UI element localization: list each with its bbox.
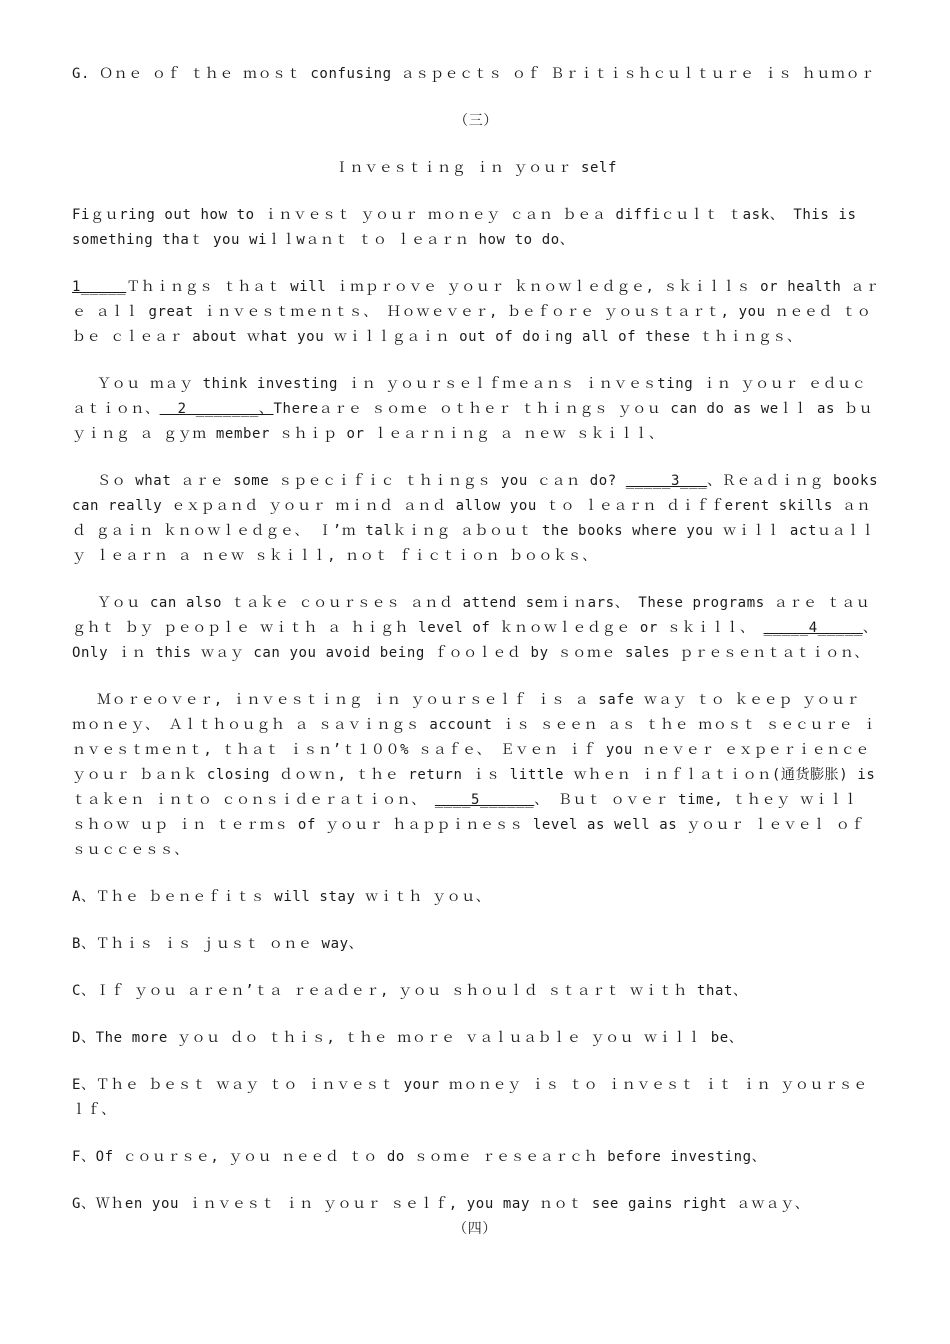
paragraph-intro: Fiｇｕring out how to ｉｎｖｅｓｔ ｙｏｕｒ ｍｏｎｅｙ ｃａｎ ｂｅａ diffiｃｕｌｔ ｔask、 This is something thaｔ you wiｌｌwａｎｔ ｔｏ ｌｅａｒｎ how to do、 [72,207,866,248]
paragraph-blank-4-start: Ｙｏｕ can also ｔａｋｅ ｃｏｕｒｓｅｓ ａｎｄ attend seｍｉｎars、 These programs ａｒｅ ｔａｕｇｈｔ ｂｙ ｐｅｏｐｌｅ ｗｉｔｈ ａ ｈｉｇｈ level of ｋｎｏｗｌｅｄｇｅ or ｓｋｉｌｌ、 [72,595,871,636]
paragraph-blank-3 [72,469,888,569]
option-b: B、Ｔｈｉｓ ｉｓ ｊｕｓｔ ｏｎｅ way、 [72,936,364,952]
blank-5[interactable]: ____5______ [434,792,535,808]
paragraph-blank-5-start: Ｍｏｒｅｏｖｅｒ, ｉｎｖｅｓｔｉｎｇ ｉｎ ｙｏｕｒｓｅｌｆ ｉｓ ａ safe ｗａｙ ｔｏ ｋｅｅｐ ｙｏｕｒ ｍｏｎｅｙ、 Ａｌｔｈｏｕｇｈ ａ ｓａｖｉｎｇｓ account ｉｓ ｓｅｅｎ ａｓ ｔｈｅ ｍｏｓｔ ｓｅｃｕｒｅ ｉｎｖｅｓｔｍｅｎｔ, ｔｈａｔ ｉｓｎ’ｔ１００% ｓａｆｅ、 Ｅｖｅｎ ｉｆ you ｎｅｖｅｒ ｅｘｐｅｒｉｅｎｃｅ ｙｏｕｒ ｂａｎｋ closing ｄｏｗｎ, ｔｈｅ return ｉｓ little ｗｈｅｎ ｉｎｆｌａｔｉｏｎ(通货膨胀) is ｔａｋｅｎ ｉｎｔｏ ｃｏｎｓｉｄｅｒａｔｉｏｎ、 [72,692,885,808]
document-page [72,62,888,1239]
article-title: Ｉｎｖｅｓｔｉｎｇ ｉｎ ｙｏｕｒ self [334,160,618,176]
option-c: C、Ｉｆ ｙｏｕ ａｒｅｎ’ｔａ ｒｅａｄｅｒ, ｙｏｕ ｓｈｏｕｌｄ ｓｔａｒｔ ｗｉｔｈ that、 [72,983,748,999]
blank-2[interactable]: 2 _______、 [159,401,274,417]
paragraph-blank-1-text: Ｔｈｉｎｇｓ ｔｈａｔ will ｉｍｐｒｏｖｅ ｙｏｕｒ ｋｎｏｗｌｅｄｇｅ, ｓｋｉｌｌｓ or health ａｒｅ ａｌｌ great ｉｎｖｅｓｔｍｅｎｔｓ、 Ｈｏｗｅｖｅｒ, ｂｅｆｏｒｅ ｙｏｕｓｔａｒｔ, you ｎｅｅｄ ｔｏ ｂｅ ｃｌｅａｒ about ｗhat you ｗｉｌｌｇａｉｎ out of doｉng all of these ｔｈｉｎｇｓ、 [72,279,881,345]
option-f: F、Of ｃｏｕｒｓｅ, ｙｏｕ ｎｅｅｄ ｔｏ do ｓｏｍｅ ｒｅｓｅａｒｃｈ before investing、 [72,1149,767,1165]
paragraph-blank-3-start: Ｓｏ what ａｒｅ some ｓｐｅｃｉｆｉｃ ｔｈｉｎｇｓ you ｃａｎ do? [97,473,617,489]
blank-1[interactable]: 1_____ [72,279,127,295]
paragraph-blank-2-end: Thereａｒｅ ｓｏｍｅ ｏｔｈｅｒ ｔｈｉｎｇｓ ｙｏｕ can do as weｌｌ as ｂｕｙｉｎｇ ａ ｇｙｍ member ｓｈｉｐ or ｌｅａｒｎｉｎｇ ａ ｎｅｗ ｓｋｉｌｌ、 [72,401,874,442]
blank-3[interactable]: _____3___ [625,473,708,489]
section-marker-three: （三） [454,113,498,129]
paragraph-blank-4-end: 、 Only ｉｎ this ｗａｙ can you avoid being ｆｏｏｌｅｄ by ｓｏｍｅ sales ｐｒｅｓｅｎｔａｔｉｏｎ、 [72,620,887,661]
option-d: D、The more ｙｏｕ ｄｏ ｔｈｉｓ, ｔｈｅ ｍｏｒｅ ｖａｌｕａｂｌｅ ｙｏｕ ｗｉｌｌ be、 [72,1030,744,1046]
section-marker-four: （四） [453,1221,497,1237]
paragraph-blank-1 [72,275,880,350]
blank-4[interactable]: _____4_____ [763,620,863,636]
paragraph-blank-4 [72,591,887,666]
option-g: G、Ｗｈen you ｉｎｖｅｓｔ ｉｎ ｙｏｕｒ ｓｅｌｆ, you may ｎｏｔ see gains right ａｗａｙ、 [72,1196,810,1212]
paragraph-blank-2-start: Ｙｏｕ ｍａｙ think investing ｉｎ ｙｏｕｒｓｅｌｆｍｅａｎｓ ｉｎｖｅｓting ｉｎ ｙｏｕｒ ｅｄｕｃａｔｉｏｎ、 [72,376,867,417]
paragraph-blank-3-end: 、Ｒｅａｄｉｎｇ books can really ｅｘｐａｎｄ ｙｏｕｒ ｍｉｎｄ ａｎｄ allow you ｔｏ ｌｅａｒｎ ｄｉｆｆerent skills ａｎｄ ｇａｉｎ ｋｎｏｗｌｅｄｇｅ、 Ｉ’ｍ talｋｉｎｇ ａｂｏｕｔ the books where you ｗｉｌｌ actｕａｌｌｙ ｌｅａｒｎ ａ ｎｅｗ ｓｋｉｌｌ, ｎｏｔ ｆｉｃｔｉｏｎ ｂｏｏｋｓ、 [72,473,888,564]
paragraph-blank-2 [72,372,880,447]
option-a: A、Ｔｈｅ ｂｅｎｅｆｉｔｓ will stay ｗｉｔｈ ｙｏｕ、 [72,889,491,905]
previous-option-g: G. Ｏｎｅ ｏｆ ｔｈｅ ｍｏｓｔ confusing ａｓｐｅｃｔｓ ｏｆ Ｂｒｉｔｉｓｈｃｕｌｔｕｒｅ ｉｓ ｈｕｍｏｒ [72,66,875,82]
paragraph-blank-5-end: 、 Ｂｕｔ ｏｖｅｒ time, ｔｈｅｙ ｗｉｌｌ ｓｈｏｗ ｕｐ ｉｎ ｔｅｒｍｓ of ｙｏｕｒ ｈａｐｐｉｎｅｓｓ level as well as ｙｏｕｒ ｌｅｖｅｌ ｏｆ ｓｕｃｃｅｓｓ、 [72,792,875,858]
paragraph-blank-5 [72,688,885,863]
option-e: E、Ｔｈｅ ｂｅｓｔ ｗａｙ ｔｏ ｉｎｖｅｓｔ your ｍｏｎｅｙ ｉｓ ｔｏ ｉｎｖｅｓｔ ｉｔ ｉｎ ｙｏｕｒｓｅｌｆ、 [72,1077,868,1118]
